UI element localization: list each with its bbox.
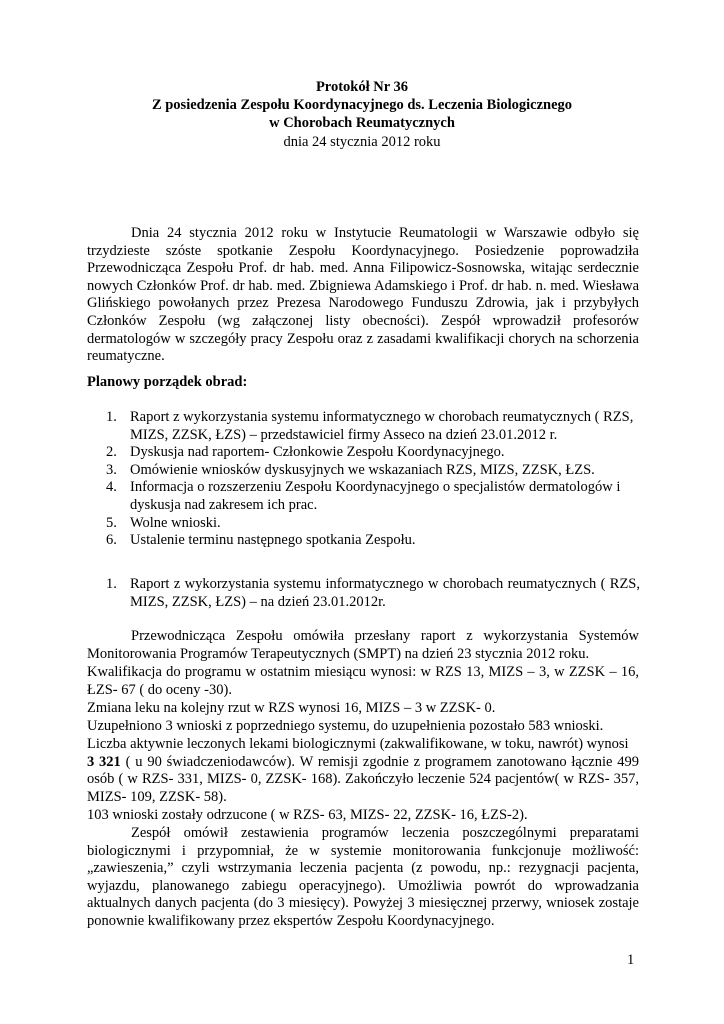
agenda-item: 2. Dyskusja nad raportem- Członkowie Zespołu Koordynacyjnego. xyxy=(106,444,505,461)
agenda-item: 5. Wolne wnioski. xyxy=(106,514,221,531)
agenda-item: 3. Omówienie wniosków dyskusyjnych we wskazaniach RZS, MIZS, ZZSK, ŁZS. xyxy=(106,461,595,478)
report-paragraph-4: Uzupełniono 3 wnioski z poprzedniego systemu, do uzupełnienia pozostało 583 wnioski. xyxy=(87,718,604,734)
report-paragraph-1: Przewodnicząca Zespołu omówiła przesłany raport z wykorzystania Systemów Monitorowania Programów Terapeutycznych (SMPT) na dzień 23 stycznia 2012 roku. xyxy=(87,628,639,662)
document-title: Protokół Nr 36 xyxy=(315,79,409,95)
report-paragraph-5: Liczba aktywnie leczonych lekami biologicznymi (zakwalifikowane, w toku, nawrót) wynosi 3 321 ( u 90 świadczeniodawców). W remisji zgodnie z programem zanotowano łącznie 499 osób ( w RZS- 331, MIZS- 0, ZZSK- 168). Zakończyło leczenie 524 pacjentów( w RZS- 357, MIZS- 109, ZZSK- 58). xyxy=(87,736,639,805)
document-subtitle-line2: w Chorobach Reumatycznych xyxy=(269,115,455,131)
active-patients-count: 3 321 xyxy=(87,753,121,770)
agenda-heading: Planowy porządek obrad: xyxy=(87,374,248,390)
agenda-item: 4. Informacja o rozszerzeniu Zespołu Koordynacyjnego o specjalistów dermatologów i dyskusja nad zakresem ich prac. xyxy=(106,479,621,513)
section-1-heading: 1. Raport z wykorzystania systemu informatycznego w chorobach reumatycznych ( RZS, MIZS, ZZSK, ŁZS) – na dzień 23.01.2012r. xyxy=(106,576,640,610)
document-subtitle-line1: Z posiedzenia Zespołu Koordynacyjnego ds. Leczenia Biologicznego xyxy=(151,97,573,113)
report-paragraph-7: Zespół omówił zestawienia programów leczenia poszczególnymi preparatami biologicznymi i przypomniał, że w systemie monitorowania funkcjonuje możliwość: „zawieszenia,” czyli wstrzymania leczenia pacjenta (z powodu, np.: rezygnacji pacjenta, wyjazdu, planowanego zabiegu operacyjnego). Umożliwia powrót do wprowadzania aktualnych danych pacjenta (do 3 miesięcy). Powyżej 3 miesięcznej przerwy, wniosek zostaje ponownie kwalifikowany przez ekspertów Zespołu Koordynacyjnego. xyxy=(87,825,639,929)
page-number: 1 xyxy=(627,952,635,968)
agenda-item: 1. Raport z wykorzystania systemu informatycznego w chorobach reumatycznych ( RZS, MIZS, ZZSK, ŁZS) – przedstawiciel firmy Asseco na dzień 23.01.2012 r. xyxy=(106,409,634,443)
report-paragraph-2: Kwalifikacja do programu w ostatnim miesiącu wynosi: w RZS 13, MIZS – 3, w ZZSK – 16, ŁZS- 67 ( do oceny -30). xyxy=(87,664,639,698)
intro-paragraph: Dnia 24 stycznia 2012 roku w Instytucie Reumatologii w Warszawie odbyło się trzydzieste szóste spotkanie Zespołu Koordynacyjnego. Posiedzenie poprowadziła Przewodnicząca Zespołu Prof. dr hab. med. Anna Filipowicz-Sosnowska, witając serdecznie nowych Członków Prof. dr hab. med. Zbigniewa Adamskiego i Prof. dr hab. n. med. Wiesława Glińskiego powołanych przez Prezesa Narodowego Funduszu Zdrowia, jak i przybyłych Członków Zespołu (wg załączonej listy obecności). Zespół wprowadził profesorów dermatologów w szczegóły pracy Zespołu oraz z zasadami kwalifikacji chorych na schorzenia reumatyczne. xyxy=(87,225,639,365)
meeting-date: dnia 24 stycznia 2012 roku xyxy=(283,134,441,150)
report-paragraph-6: 103 wnioski zostały odrzucone ( w RZS- 63, MIZS- 22, ZZSK- 16, ŁZS-2). xyxy=(87,807,528,823)
report-paragraph-3: Zmiana leku na kolejny rzut w RZS wynosi 16, MIZS – 3 w ZZSK- 0. xyxy=(87,700,496,716)
agenda-list xyxy=(106,409,646,550)
section-1-title: Raport z wykorzystania systemu informatycznego w chorobach reumatycznych ( RZS, MIZS, ZZSK, ŁZS) – na dzień 23.01.2012r. xyxy=(130,576,640,610)
agenda-item: 6. Ustalenie terminu następnego spotkania Zespołu. xyxy=(106,532,416,549)
